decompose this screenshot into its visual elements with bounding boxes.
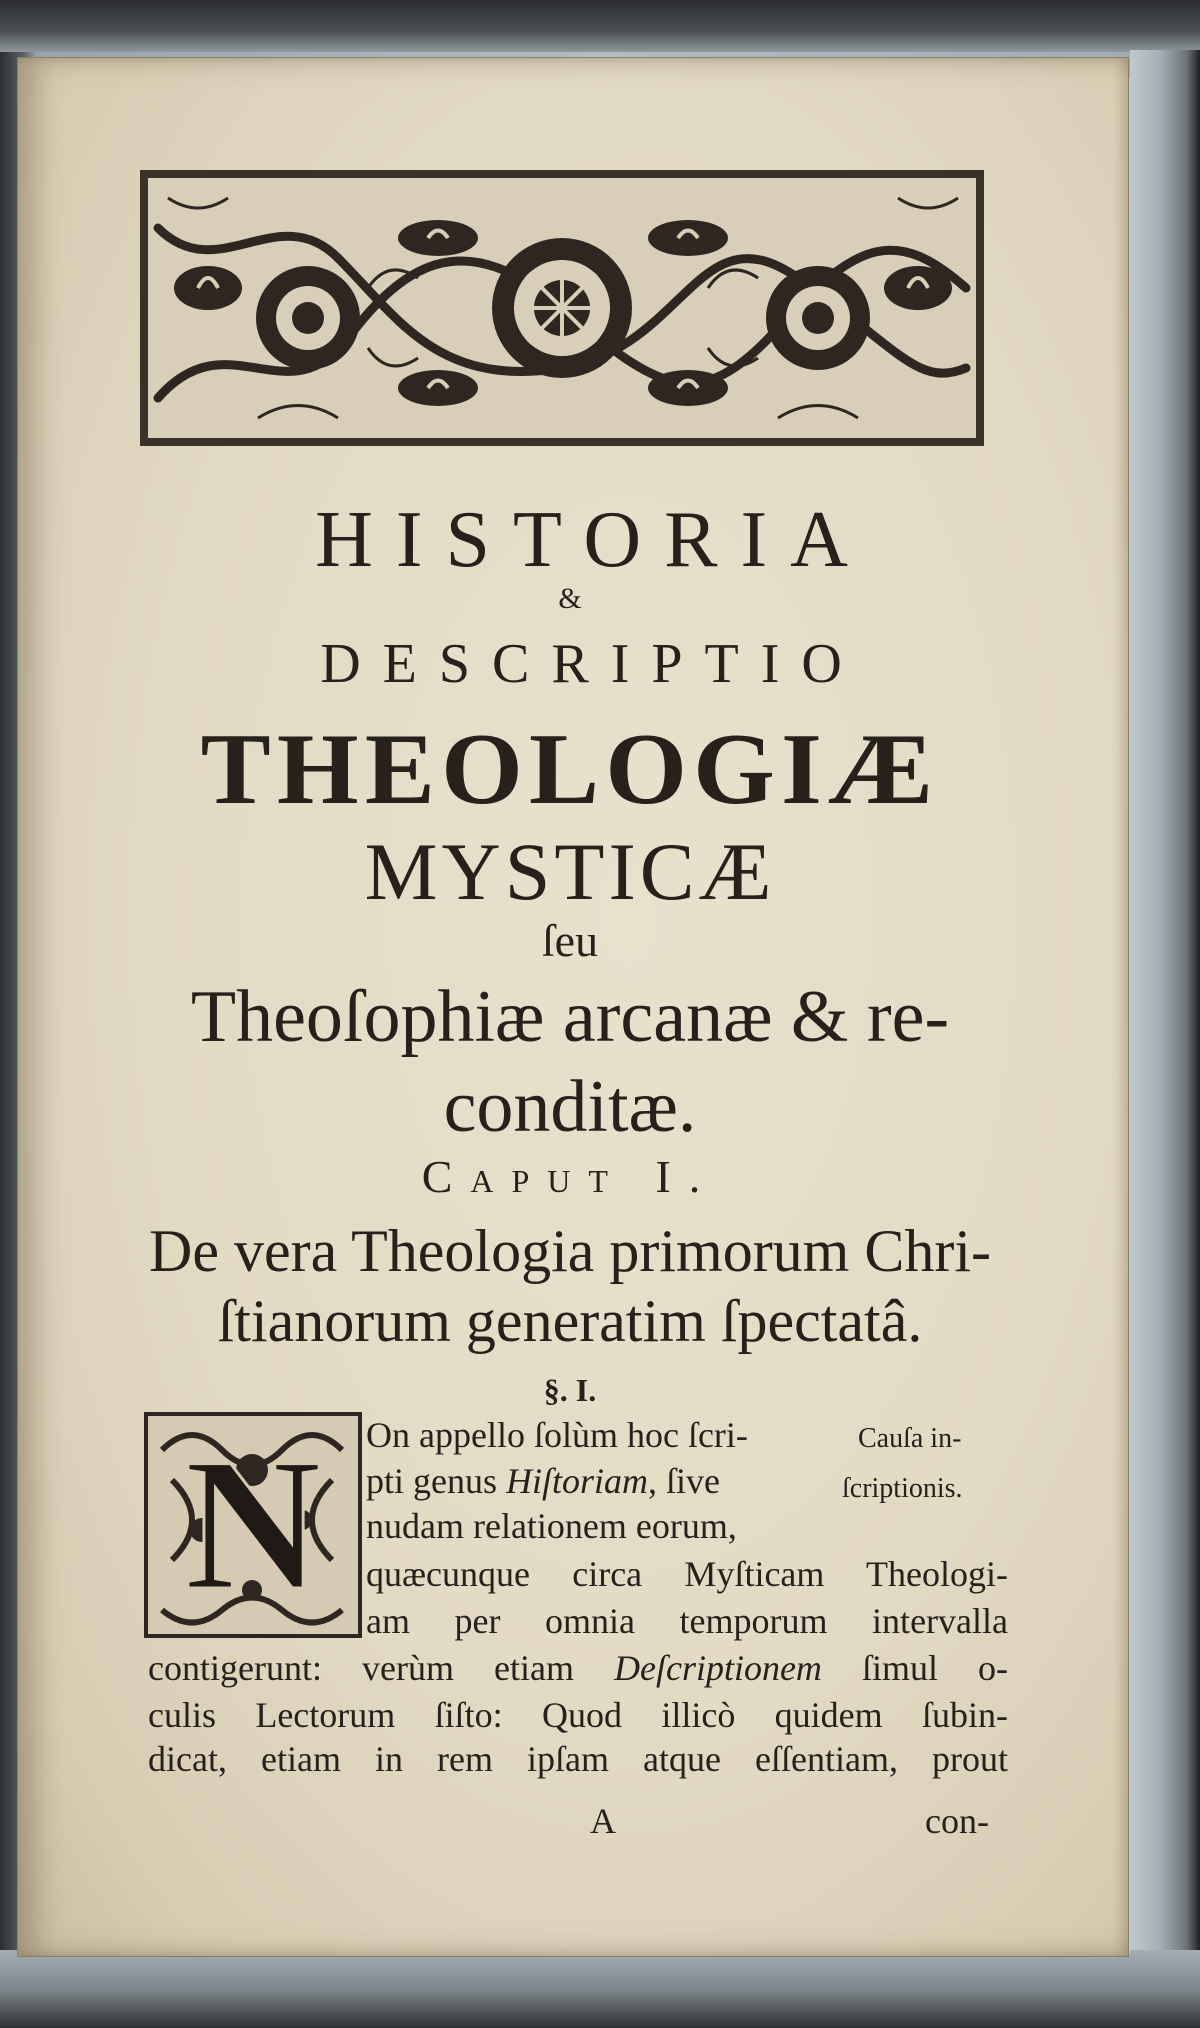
- decorated-initial: [142, 1410, 364, 1640]
- cover-board-top: [0, 0, 1200, 52]
- title-conditae: conditæ.: [443, 1066, 697, 1148]
- cover-board-bottom: [0, 1950, 1200, 2028]
- title-ampersand: &: [558, 582, 582, 615]
- body-line-1: On appello ſolùm hoc ſcri-: [366, 1415, 748, 1455]
- chapter-heading: Caput I.: [421, 1151, 719, 1202]
- body-line-2: [366, 1460, 720, 1503]
- title-historia: HISTORIA: [315, 496, 871, 584]
- title-mysticae: MYSTICÆ: [364, 826, 776, 917]
- body-line-2-start: pti genus: [366, 1461, 506, 1501]
- body-line-6: [148, 1647, 1008, 1690]
- section-number: §. I.: [543, 1372, 597, 1408]
- margin-note-line-1: Cauſa in-: [858, 1423, 962, 1454]
- chapter-title-line-1: De vera Theologia primorum Chri-: [149, 1218, 991, 1284]
- title-theologiae: THEOLOGIÆ: [200, 713, 940, 826]
- body-line-5: am per omnia temporum intervalla: [366, 1601, 1008, 1641]
- body-line-2-emphasis: Hiſtoriam: [506, 1461, 649, 1501]
- title-seu: ſeu: [541, 915, 599, 966]
- body-line-8: dicat, etiam in rem ipſam atque eſſentiam, prout: [148, 1739, 1008, 1779]
- signature-mark: A: [590, 1801, 616, 1841]
- body-line-6-start: contigerunt: verùm etiam: [148, 1648, 614, 1688]
- floral-headpiece-ornament: [138, 168, 986, 448]
- body-line-6-end: ſimul o-: [821, 1648, 1008, 1688]
- body-line-6-emphasis: Deſcriptionem: [613, 1648, 822, 1688]
- title-descriptio: DESCRIPTIO: [320, 633, 864, 695]
- chapter-title-line-2: ſtianorum generatim ſpectatâ.: [217, 1288, 923, 1354]
- body-line-2-end: , ſive: [648, 1461, 720, 1501]
- body-line-3: nudam relationem eorum,: [366, 1506, 737, 1546]
- catchword: con-: [925, 1801, 989, 1841]
- initial-letter: N: [184, 1420, 322, 1630]
- cover-board-right: [1130, 50, 1200, 1960]
- body-line-4: quæcunque circa Myſticam Theologi-: [366, 1554, 1008, 1594]
- body-line-7: culis Lectorum ſiſto: Quod illicò quidem ſubin-: [148, 1695, 1008, 1735]
- margin-note-line-2: ſcriptionis.: [842, 1473, 963, 1504]
- title-theosophiae: Theoſophiæ arcanæ & re-: [190, 976, 950, 1058]
